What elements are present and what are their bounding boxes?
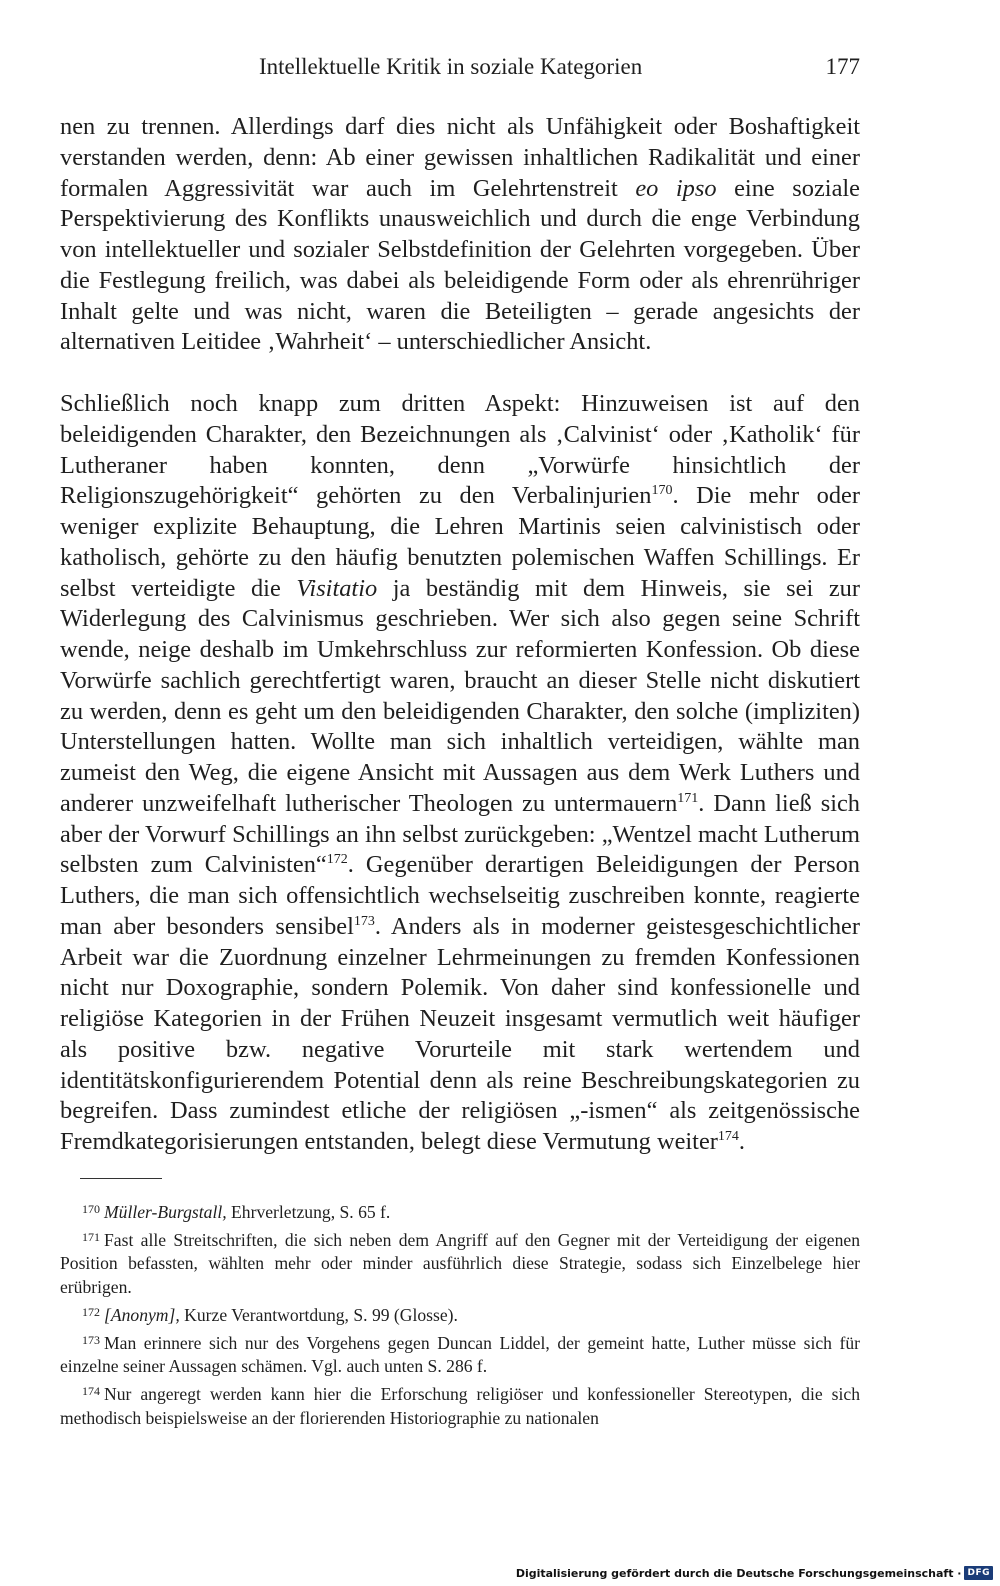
footnote-number: 174 [82,1383,100,1398]
footnote-text: Fast alle Streitschriften, die sich neben dem Angriff auf den Gegner mit der Verteidigung der eigenen Position befassten, wählten mehr oder minder ausführlich diese Strategie, sodass sich Einzelbelege hier erübrigen. [60,1229,860,1298]
text-run: Schließlich noch knapp zum dritten Aspekt: Hinzuweisen ist auf den beleidigenden Charakter, den Bezeichnungen als ‚Calvinist‘ oder ‚Katholik‘ für Lutheraner haben konnten, denn „Vorwürfe hinsichtlich der Religionszugehörigkeit“ gehörten zu den Verbalinjurien [60,390,860,510]
footnote-number: 172 [82,1304,100,1319]
footnote-172 [60,1301,860,1328]
digitization-credit [516,1564,993,1582]
italic-term: eo ipso [635,174,717,202]
footnote-ref: 172 [326,852,348,868]
credit-text: Digitalisierung gefördert durch die Deutsche Forschungsgemeinschaft · [515,1566,962,1580]
text-run: . Anders als in moderner geistesgeschichtlicher Arbeit war die Zuordnung einzelner Lehrmeinungen zu fremden Konfessionen nicht nur Doxographie, sondern Polemik. Von daher sind konfessionelle und religiöse Kategorien in der Frühen Neuzeit insgesamt vermutlich weit häufiger als positive bzw. negative Vorurteile mit stark wertendem und identitätskonfigurierendem Potential denn als reine Beschreibungskategorien zu begreifen. Dass zumindest etliche der religiösen „-ismen“ als zeitgenössische Fremdkategorisierungen entstanden, belegt diese Vermutung weiter [60,912,861,1155]
footnote-author: [Anonym], [104,1304,180,1325]
footnote-ref: 171 [677,790,699,806]
footnote-ref: 173 [353,913,375,929]
text-run: . Gegenüber derartigen Beleidigungen der Person Luthers, die man sich offensichtlich wechselseitig zuschreiben konnte, reagierte man aber besonders sensibel [60,851,860,940]
page-number: 177 [825,54,860,79]
footnote-number: 170 [82,1202,100,1216]
footnote-173 [60,1329,860,1379]
footnote-170 [60,1198,860,1225]
running-title: Intellektuelle Kritik in soziale Kategorien [259,54,643,79]
footnote-text: Nur angeregt werden kann hier die Erforschung religiöser und konfessioneller Stereotypen, die sich methodisch beispielsweise an der florierenden Historiographie zu nationalen [60,1383,860,1428]
dfg-logo-icon: DFG [964,1566,993,1580]
main-text [60,112,860,1158]
footnote-ref: 170 [651,483,673,499]
text-run: . [738,1128,746,1155]
text-run: eine soziale Perspektivierung des Konflikts unausweichlich und durch die enge Verbindung von intellektueller und sozialer Selbstdefinition der Gelehrten vorgegeben. Über die Festlegung freilich, was dabei als beleidigende Form oder als ehrenrühriger Inhalt gelte und was nicht, waren die Beteiligten – gerade angesichts der alternativen Leitidee ‚Wahrheit‘ – unterschiedlicher Ansicht. [60,174,860,356]
paragraph-1 [60,112,860,358]
footnote-171 [60,1226,860,1300]
footnote-author: Müller-Burgstall, [104,1202,227,1222]
text-run: nen zu trennen. Allerdings darf dies nicht als Unfähigkeit oder Boshaftigkeit verstanden werden, denn: Ab einer gewissen inhaltlichen Radikalität und einer formalen Aggressivität war auch im Gelehrtenstreit [60,113,860,202]
footnote-divider [80,1178,162,1179]
footnote-text: Man erinnere sich nur des Vorgehens gegen Duncan Liddel, der gemeint hatte, Luther müsse sich für einzelne seiner Aussagen schämen. Vgl. auch unten S. 286 f. [60,1332,860,1377]
footnote-ref: 174 [717,1129,739,1144]
footnote-text: Ehrverletzung, S. 65 f. [226,1202,391,1222]
footnote-number: 173 [82,1332,100,1347]
footnotes [60,1198,860,1431]
italic-term: Visitatio [296,574,378,602]
footnote-174 [60,1380,860,1430]
paragraph-2 [60,389,860,1158]
text-run: . Dann ließ sich aber der Vorwurf Schillings an ihn selbst zurückgeben: „Wentzel macht Lutherum selbsten zum Calvinisten“ [60,789,860,879]
footnote-number: 171 [82,1229,100,1244]
text-run: . Die mehr oder weniger explizite Behauptung, die Lehren Martinis seien calvinistisch oder katholisch, gehörte zu den häufig benutzten polemischen Waffen Schillings. Er selbst verteidigte die [60,482,861,602]
text-run: ja beständig mit dem Hinweis, sie sei zur Widerlegung des Calvinismus geschrieben. Wer sich also gegen seine Schrift wende, neige deshalb im Umkehrschluss zur reformierten Konfession. Ob diese Vorwürfe sachlich gerechtfertigt waren, braucht an dieser Stelle nicht diskutiert zu werden, denn es geht um den beleidigenden Charakter, den solche (impliziten) Unterstellungen hatten. Wollte man sich inhaltlich verteidigen, wählte man zumeist den Weg, die eigene Ansicht mit Aussagen aus dem Werk Luthers und anderer unzweifelhaft lutherischer Theologen zu untermauern [60,574,860,817]
footnote-text: Kurze Verantwortdung, S. 99 (Glosse). [179,1304,458,1325]
page-header [60,54,860,90]
